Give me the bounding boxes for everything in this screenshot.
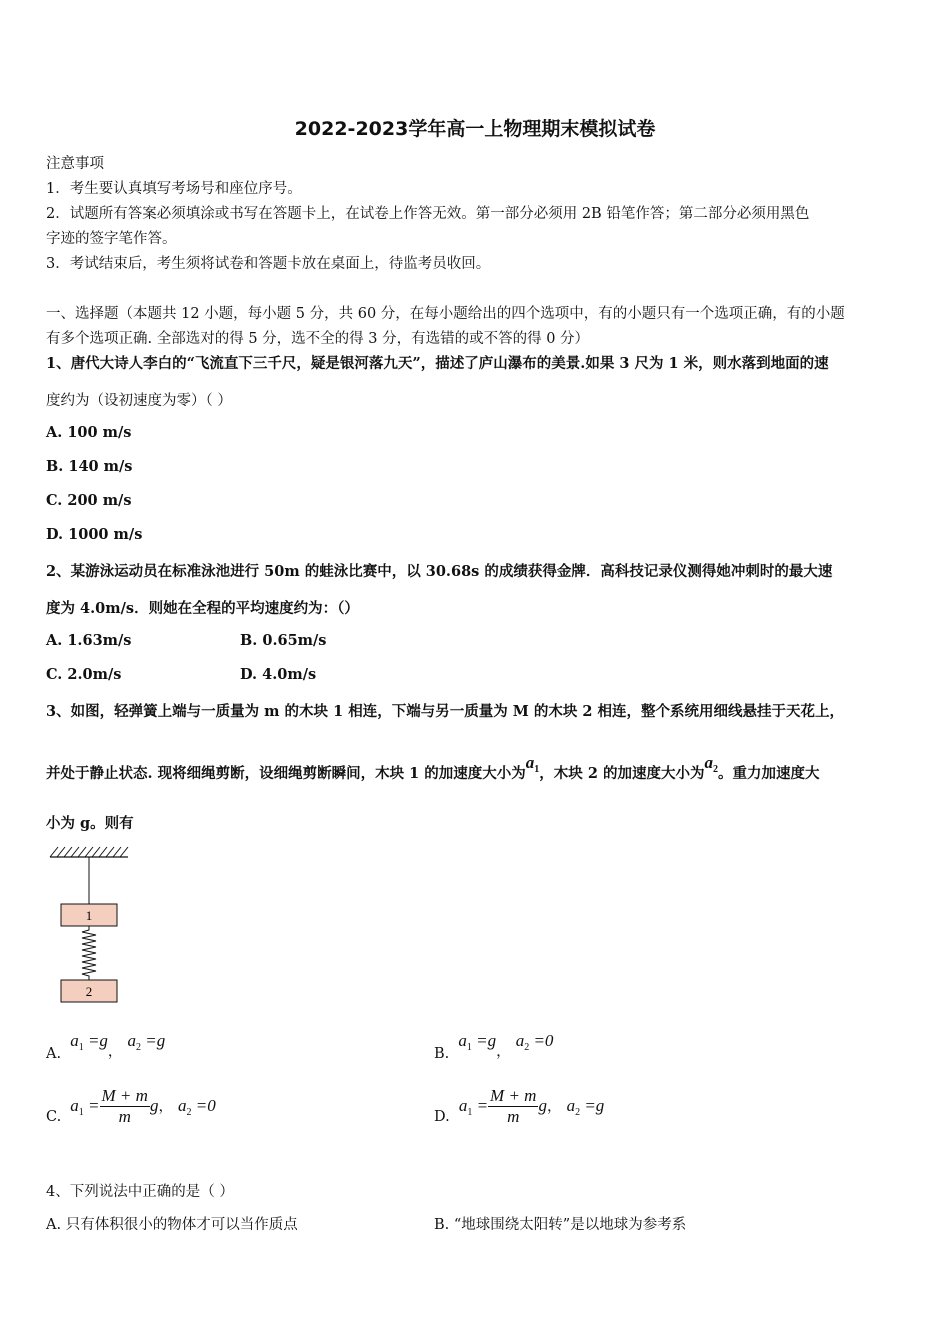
q2-option-d: D. 4.0m/s (240, 666, 317, 683)
block-2-label: 2 (85, 984, 93, 999)
q3-option-c: C. $a_1$ = $\frac{M + m}{m}$ g， $a_2 =0$ (46, 1086, 216, 1126)
question-3-stem-end: 小为 g。则有 (46, 815, 134, 832)
section-heading-cont: 有多个选项正确. 全部选对的得 5 分，选不全的得 3 分，有选错的或不答的得 0 分） (46, 331, 590, 347)
fraction: $\frac{M + m}{m}$ (490, 1086, 537, 1126)
section-heading: 一、选择题（本题共 12 小题，每小题 5 分，共 60 分，在每小题给出的四个选项中，有的小题只有一个选项正确，有的小题 (46, 306, 845, 322)
spring (82, 926, 96, 980)
question-2-stem-cont: 度为 4.0m/s．则她在全程的平均速度约为：（） (46, 600, 359, 617)
question-2-stem: 2、某游泳运动员在标准泳池进行 50m 的蛙泳比赛中，以 30.68s 的成绩获得金牌．高科技记录仪测得她冲刺时的最大速 (46, 563, 833, 580)
q1-option-d: D. 1000 m/s (46, 526, 143, 543)
a1-symbol: $a_1$ (525, 753, 540, 775)
notice-item: 2．试题所有答案必须填涂或书写在答题卡上，在试卷上作答无效。第一部分必须用 2B 铅笔作答；第二部分必须用黑色 (46, 206, 810, 222)
spring-blocks-figure (46, 843, 132, 1005)
q2-option-c: C. 2.0m/s (46, 666, 122, 683)
question-1-stem-cont: 度约为（设初速度为零）（ ） (46, 393, 232, 409)
question-1-stem: 1、唐代大诗人李白的“飞流直下三千尺，疑是银河落九天”，描述了庐山瀑布的美景.如果 3 尺为 1 米，则水落到地面的速 (46, 355, 829, 372)
q3-option-b: B. $a_1 =g$， $a_2 =0$ (434, 1031, 554, 1062)
page-title: 2022-2023学年高一上物理期末模拟试卷 (294, 118, 656, 140)
q2-option-b: B. 0.65m/s (240, 632, 327, 649)
q1-option-b: B. 140 m/s (46, 458, 133, 475)
question-3-stem: 3、如图，轻弹簧上端与一质量为 m 的木块 1 相连，下端与另一质量为 M 的木块 2 相连，整个系统用细线悬挂于天花上， (46, 703, 845, 720)
fraction: $\frac{M + m}{m}$ (101, 1086, 148, 1126)
ceiling-hatch (50, 847, 128, 857)
notice-heading: 注意事项 (46, 156, 104, 172)
notice-item: 1．考生要认真填写考场号和座位序号。 (46, 181, 302, 197)
question-3-stem-cont: 并处于静止状态. 现将细绳剪断，设细绳剪断瞬间，木块 1 的加速度大小为$a_1$，木块 2 的加速度大小为$a_2$。重力加速度大 (46, 753, 820, 782)
q3-option-d: D. $a_1$ = $\frac{M + m}{m}$ g， $a_2 =g$ (434, 1086, 605, 1126)
notice-item: 字迹的签字笔作答。 (46, 231, 177, 247)
q1-option-a: A. 100 m/s (46, 424, 132, 441)
block-1-label: 1 (85, 908, 93, 923)
question-4-stem: 4、下列说法中正确的是（ ） (46, 1184, 234, 1200)
q4-option-a: A. 只有体积很小的物体才可以当作质点 (46, 1217, 298, 1233)
a2-symbol: $a_2$ (704, 753, 718, 775)
notice-item: 3．考试结束后，考生须将试卷和答题卡放在桌面上，待监考员收回。 (46, 256, 491, 272)
q3-option-a: A. $a_1 =g$， $a_2 =g$ (46, 1031, 166, 1062)
q2-option-a: A. 1.63m/s (46, 632, 132, 649)
q4-option-b: B. “地球围绕太阳转”是以地球为参考系 (434, 1217, 687, 1233)
q1-option-c: C. 200 m/s (46, 492, 132, 509)
